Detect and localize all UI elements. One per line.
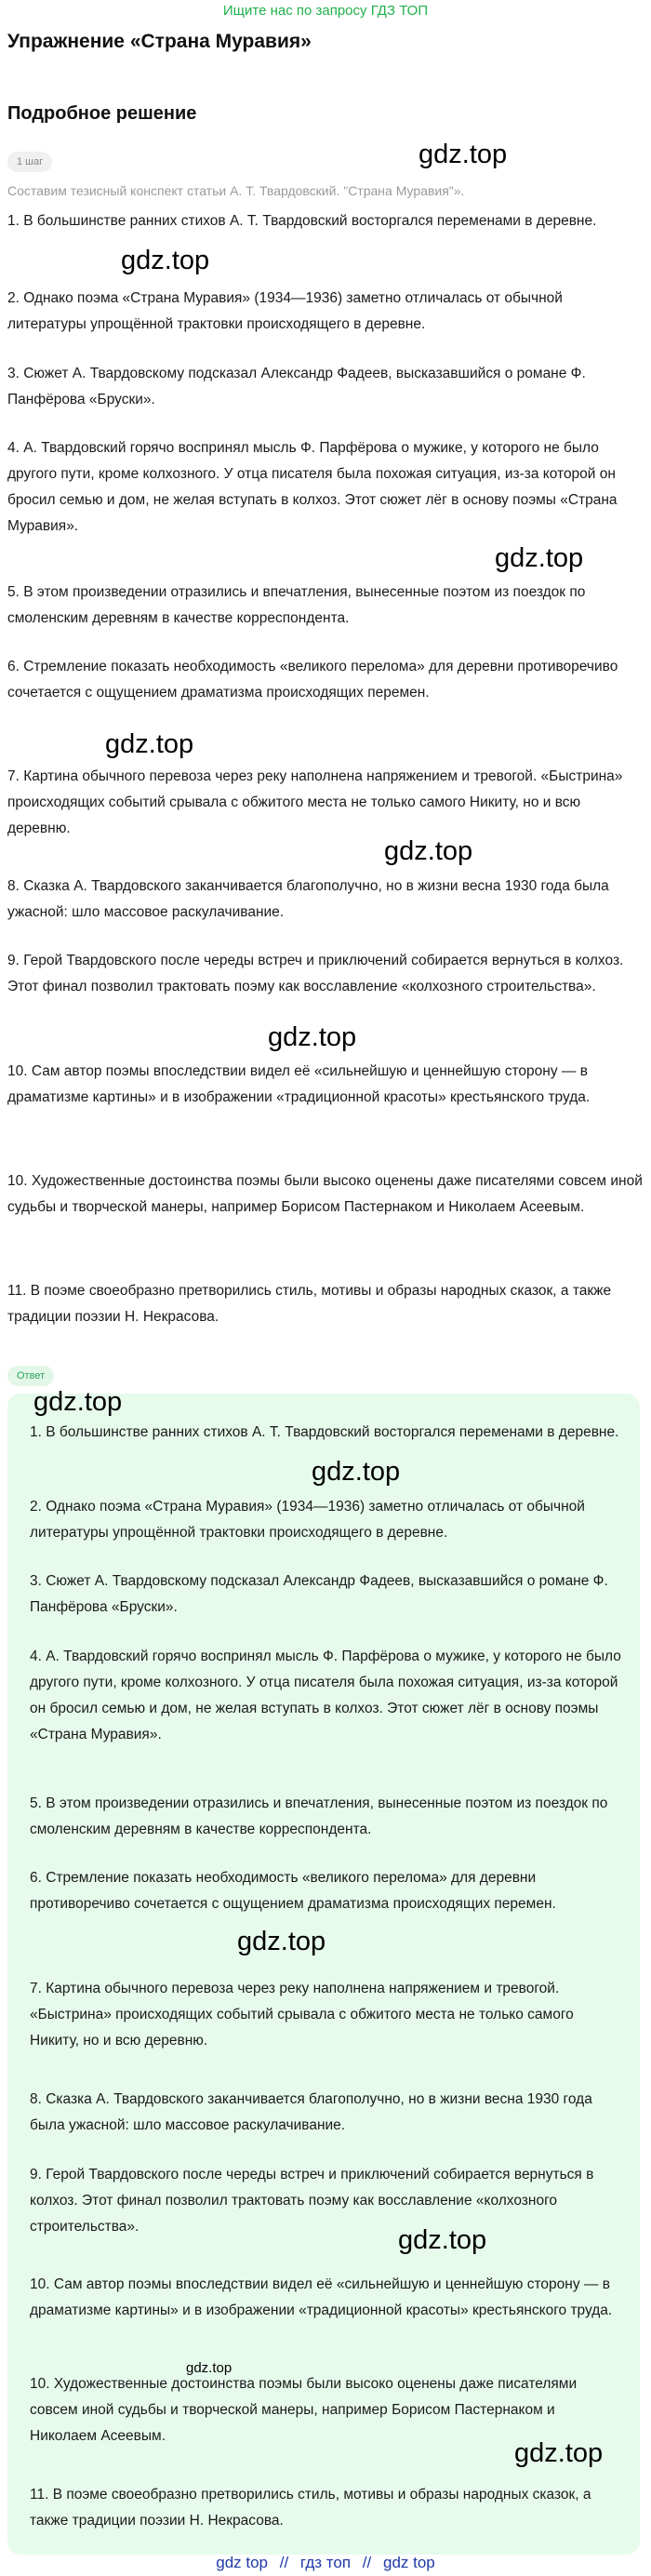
step-badge: 1 шаг <box>7 152 52 172</box>
solution-paragraph: 9. Герой Твардовского после череды встреч и приключений собирается вернуться в колхоз. Этот финал позволил трактовать поэму как восславление «колхозного строительства». <box>7 953 624 994</box>
answer-paragraph: 7. Картина обычного перевоза через реку наполнена напряжением и тревогой. «Быстрина» происходящих событий срывала с обжитого места не только самого Никиту, но и всю деревню. <box>30 1981 574 2049</box>
footer-separator: // <box>362 2554 372 2571</box>
watermark: gdz.top <box>237 1927 326 1956</box>
solution-paragraph: 8. Сказка А. Твардовского заканчивается благополучно, но в жизни весна 1930 года была ужасной: шло массовое раскулачивание. <box>7 878 609 920</box>
watermark: gdz.top <box>105 729 194 759</box>
solution-paragraph: 2. Однако поэма «Страна Муравия» (1934—1936) заметно отличалась от обычной литературы упрощённой трактовки происходящего в деревне. <box>7 290 563 332</box>
watermark: gdz.top <box>33 1387 123 1417</box>
watermark: gdz.top <box>268 1022 357 1052</box>
solution-paragraph: 11. В поэме своеобразно претворились стиль, мотивы и образы народных сказок, а также традиции поэзии Н. Некрасова. <box>7 1283 612 1325</box>
answer-paragraph: 10. Сам автор поэмы впоследствии видел её «сильнейшую и ценнейшую сторону — в драматизме картины» и в изображении «традиционной красоты» крестьянского труда. <box>30 2276 613 2318</box>
solution-paragraph: 7. Картина обычного перевоза через реку наполнена напряжением и тревогой. «Быстрина» происходящих событий срывала с обжитого места не только самого Никиту, но и всю деревню. <box>7 768 623 836</box>
solution-paragraph: 10. Сам автор поэмы впоследствии видел её «сильнейшую и ценнейшую сторону — в драматизме картины» и в изображении «традиционной красоты» крестьянского труда. <box>7 1063 591 1105</box>
answer-paragraph: 3. Сюжет А. Твардовскому подсказал Александр Фадеев, высказавшийся о романе Ф. Панфёрова «Бруски». <box>30 1573 608 1615</box>
watermark: gdz.top <box>514 2438 604 2468</box>
answer-paragraph: 4. А. Твардовский горячо воспринял мысль Ф. Парфёрова о мужике, у которого не было другого пути, кроме колхозного. У отца писателя была похожая ситуация, из-за которой он бросил семью и дом, не желая вступать в колхоз. Этот сюжет лёг в основу поэмы «Страна Муравия». <box>30 1648 621 1742</box>
answer-paragraph: 10. Художественные достоинства поэмы были высоко оценены даже писателями совсем иной судьбы и творческой манеры, например Борисом Пастернаком и Николаем Асеевым. <box>30 2376 578 2444</box>
watermark: gdz.top <box>495 543 584 573</box>
solution-paragraph: 10. Художественные достоинства поэмы были высоко оценены даже писателями совсем иной судьбы и творческой манеры, например Борисом Пастернаком и Николаем Асеевым. <box>7 1173 643 1215</box>
answer-badge: Ответ <box>7 1366 54 1386</box>
watermark: gdz.top <box>121 246 210 275</box>
page-title: Упражнение «Страна Муравия» <box>7 31 312 52</box>
answer-paragraph: 2. Однако поэма «Страна Муравия» (1934—1936) заметно отличалась от обычной литературы упрощённой трактовки происходящего в деревне. <box>30 1499 585 1541</box>
watermark: gdz.top <box>418 140 508 169</box>
watermark: gdz.top <box>312 1457 401 1487</box>
answer-paragraph: 11. В поэме своеобразно претворились стиль, мотивы и образы народных сказок, а также традиции поэзии Н. Некрасова. <box>30 2487 591 2529</box>
answer-paragraph: 9. Герой Твардовского после череды встреч и приключений собирается вернуться в колхоз. Этот финал позволил трактовать поэму как восславление «колхозного строительства». <box>30 2167 594 2235</box>
watermark: gdz.top <box>186 2360 232 2376</box>
solution-paragraph: 3. Сюжет А. Твардовскому подсказал Александр Фадеев, высказавшийся о романе Ф. Панфёрова «Бруски». <box>7 366 586 407</box>
watermark: gdz.top <box>398 2225 487 2255</box>
detailed-solution-heading: Подробное решение <box>7 103 197 124</box>
step-intro-text: Составим тезисный конспект статьи А. Т. Твардовский. "Страна Муравия"». <box>7 183 465 198</box>
answer-paragraph: 6. Стремление показать необходимость «великого перелома» для деревни противоречиво сочетается с ощущением драматизма происходящих перемен. <box>30 1870 556 1912</box>
footer-link[interactable]: гдз топ <box>299 2554 352 2571</box>
footer-link[interactable]: gdz top <box>382 2554 435 2571</box>
watermark: gdz.top <box>384 836 473 866</box>
solution-paragraph: 6. Стремление показать необходимость «великого перелома» для деревни противоречиво сочетается с ощущением драматизма происходящих перемен. <box>7 659 618 701</box>
footer-separator: // <box>279 2554 289 2571</box>
footer-link[interactable]: gdz top <box>216 2554 268 2571</box>
footer-links <box>0 2553 651 2573</box>
solution-paragraph: 4. А. Твардовский горячо воспринял мысль Ф. Парфёрова о мужике, у которого не было другого пути, кроме колхозного. У отца писателя была похожая ситуация, из-за которой он бросил семью и дом, не желая вступать в колхоз. Этот сюжет лёг в основу поэмы «Страна Муравия». <box>7 440 618 534</box>
answer-paragraph: 8. Сказка А. Твардовского заканчивается благополучно, но в жизни весна 1930 года была ужасной: шло массовое раскулачивание. <box>30 2091 592 2133</box>
solution-paragraph: 1. В большинстве ранних стихов А. Т. Твардовский восторгался переменами в деревне. <box>7 213 597 229</box>
search-hint-link[interactable]: Ищите нас по запросу ГДЗ ТОП <box>222 3 429 19</box>
solution-paragraph: 5. В этом произведении отразились и впечатления, вынесенные поэтом из поездок по смоленским деревням в качестве корреспондента. <box>7 584 586 626</box>
answer-paragraph: 5. В этом произведении отразились и впечатления, вынесенные поэтом из поездок по смоленским деревням в качестве корреспондента. <box>30 1795 608 1837</box>
answer-paragraph: 1. В большинстве ранних стихов А. Т. Твардовский восторгался переменами в деревне. <box>30 1424 619 1440</box>
